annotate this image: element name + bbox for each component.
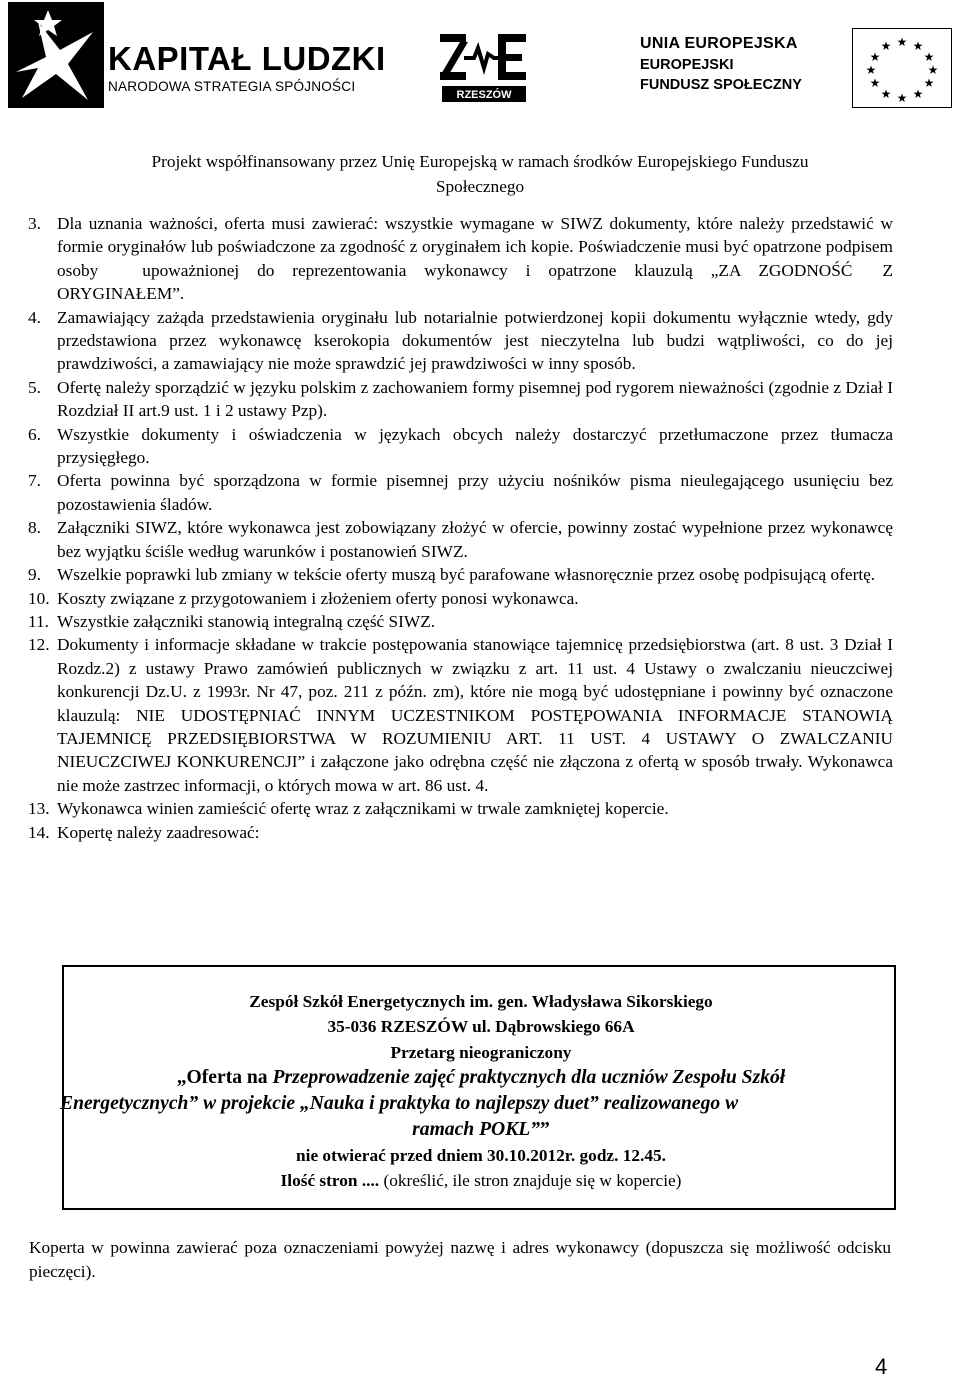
zse-emblem-icon [438, 32, 530, 104]
list-item-number: 8. [28, 518, 41, 538]
svg-text:★: ★ [912, 39, 924, 53]
list-item-number: 5. [28, 377, 41, 397]
list-item-8 [28, 516, 893, 563]
envelope-pokl-end: ” [540, 1118, 550, 1140]
ue-line2: EUROPEJSKI [640, 57, 734, 73]
svg-text:★: ★ [923, 76, 935, 90]
envelope-page-count-label: Ilość stron .... [280, 1171, 380, 1191]
list-item-5 [28, 376, 893, 423]
list-item-number: 12. [28, 635, 50, 655]
envelope-page-count-note: (określić, ile stron znajduje się w kopercie) [379, 1171, 682, 1191]
list-item-text-end: Z ORYGINAŁEM”. [57, 260, 893, 304]
zse-logo-text: RZESZÓW [456, 89, 512, 101]
list-item-3 [28, 212, 893, 306]
envelope-page-count [64, 1168, 898, 1193]
list-item-14 [28, 821, 893, 844]
svg-text:★: ★ [880, 39, 892, 53]
svg-text:★: ★ [896, 35, 908, 49]
project-line-2: Społecznego [435, 177, 525, 196]
project-cofinancing-note [40, 149, 920, 199]
eu-flag-icon [852, 28, 952, 108]
list-item-11 [28, 610, 893, 633]
list-item-text: Koszty związane z przygotowaniem i złożeniem oferty ponosi wykonawca. [57, 588, 579, 608]
envelope-offer-line [64, 1065, 898, 1091]
svg-text:★: ★ [865, 63, 877, 77]
list-item-number: 3. [28, 214, 41, 233]
list-item-6 [28, 423, 893, 470]
list-item-text: Wszystkie dokumenty i oświadczenia w językach obcych należy dostarczyć przetłumaczone przez tłumacza przysięgłego. [57, 424, 893, 468]
svg-text:★: ★ [880, 87, 892, 101]
zse-rzeszow-logo [438, 32, 530, 104]
list-item-number: 6. [28, 424, 41, 444]
kapital-ludzki-star-icon [8, 2, 108, 108]
list-item-text: Oferta powinna być sporządzona w formie pisemnej przy użyciu nośników pisma nieulegającego usunięciu bez pozostawienia śladów. [57, 471, 893, 514]
envelope-procedure: Przetarg nieograniczony [390, 1042, 572, 1062]
svg-text:★: ★ [896, 91, 908, 105]
list-item-number: 11. [28, 611, 49, 631]
list-item-7 [28, 469, 893, 516]
list-item-10 [28, 587, 893, 610]
requirements-list [28, 212, 893, 844]
list-item-text: Kopertę należy zaadresować: [57, 822, 260, 842]
list-item-number: 7. [28, 471, 41, 491]
kapital-ludzki-subtitle: NARODOWA STRATEGIA SPÓJNOŚCI [108, 79, 356, 94]
svg-text:★: ★ [927, 63, 939, 77]
list-item-text: Wszelkie poprawki lub zmiany w tekście oferty muszą być parafowane własnoręcznie przez osobę podpisującą ofertę. [57, 565, 876, 585]
list-item-12 [28, 633, 893, 797]
list-item-9 [28, 563, 893, 586]
list-item-text-cont: upoważnionej do reprezentowania wykonawcy i opatrzone klauzulą „ZA ZGODNOŚĆ [142, 260, 853, 280]
page-header [0, 0, 960, 196]
ue-line1: UNIA EUROPEJSKA [640, 35, 798, 52]
svg-text:★: ★ [869, 50, 881, 64]
list-item-4 [28, 306, 893, 376]
list-item-text: Załączniki SIWZ, które wykonawca jest zobowiązany złożyć w ofercie, powinny zostać wypełnione przez wykonawcę bez wyjątku ściśle według warunków i postanowień SIWZ. [57, 518, 893, 561]
kapital-ludzki-title: KAPITAŁ LUDZKI [108, 40, 386, 77]
list-item-number: 14. [28, 822, 50, 842]
list-item-text: Zamawiający zażąda przedstawienia oryginału lub notarialnie potwierdzonej kopii dokumentu wyłącznie wtedy, gdy przedstawiona przez wykonawcę kserokopia dokumentów jest nieczytelna lub budzi wątpliwości, co do jej prawdziwości, a zamawiający nie może sprawdzić jej prawdziwości w inny sposób. [57, 307, 893, 374]
envelope-offer-title: Przeprowadzenie zajęć praktycznych dla uczniów Zespołu Szkół [272, 1066, 786, 1088]
ue-line3: FUNDUSZ SPOŁECZNY [640, 77, 802, 93]
svg-text:★: ★ [912, 87, 924, 101]
project-line-1: Projekt współfinansowany przez Unię Europejską w ramach środków Europejskiego Funduszu [151, 152, 809, 171]
envelope-school-name: Zespół Szkół Energetycznych im. gen. Władysława Sikorskiego [249, 992, 713, 1011]
svg-text:★: ★ [869, 76, 881, 90]
list-item-text: Ofertę należy sporządzić w języku polskim z zachowaniem formy pisemnej pod rygorem nieważności (zgodnie z Dział I Rozdział II art.9 ust. 1 i 2 ustawy Pzp). [57, 377, 893, 421]
envelope-project-line: Energetycznych” w projekcie „Nauka i praktyka to najlepszy duet” realizowanego w [60, 1092, 739, 1114]
envelope-address: 35-036 RZESZÓW ul. Dąbrowskiego 66A [327, 1017, 635, 1037]
unia-europejska-logo [640, 28, 952, 108]
list-item-number: 13. [28, 799, 50, 819]
envelope-pokl-line [64, 1117, 898, 1143]
list-item-13 [28, 797, 893, 820]
page-number: 4 [875, 1354, 888, 1379]
envelope-open-date: nie otwierać przed dniem 30.10.2012r. godz. 12.45. [296, 1145, 666, 1165]
list-item-number: 10. [28, 588, 50, 608]
envelope-contents-note: Koperta w powinna zawierać poza oznaczeniami powyżej nazwę i adres wykonawcy (dopuszcza się możliwość odcisku pieczęci). [29, 1238, 891, 1281]
kapital-ludzki-logo [8, 2, 386, 108]
list-item-text: Wykonawca winien zamieścić ofertę wraz z załącznikami w trwale zamkniętej kopercie. [57, 799, 669, 819]
list-item-text: Dla uznania ważności, oferta musi zawierać: wszystkie wymagane w SIWZ dokumenty, które należy przedstawić w formie oryginałów lub poświadczone za zgodność z oryginałem ich kopie. Poświadczenie musi być opatrzone podpisem osoby [57, 214, 893, 280]
list-item-number: 4. [28, 307, 41, 327]
list-item-number: 9. [28, 565, 41, 585]
svg-text:★: ★ [923, 50, 935, 64]
list-item-text: Wszystkie załączniki stanowią integralną część SIWZ. [57, 611, 436, 631]
envelope-address-box [62, 965, 896, 1210]
envelope-pokl-text: ramach POKL” [412, 1118, 541, 1140]
list-item-text: Dokumenty i informacje składane w trakcie postępowania stanowiące tajemnicę przedsiębiorstwa (art. 8 ust. 3 Dział I Rozdz.2) z ustawy Prawo zamówień publicznych w związku z art. 11 ust. 4 Ustawy o zwalczaniu nieuczciwej konkurencji Dz.U. z 1993r. Nr 47, poz. 211 z późn. zm), które nie mogą być udostępniane i powinny być oznaczone klauzulą: NIE UDOSTĘPNIAĆ INNYM UCZESTNIKOM POSTĘPOWANIA INFORMACJE STANOWIĄ TAJEMNICĘ PRZEDSIĘBIORSTWA W ROZUMIENIU ART. 11 UST. 4 USTAWY O ZWALCZANIU NIEUCZCIWEJ KONKURENCJI” i załączone jako odrębna część nie złączona z ofertą w sposób trwały. Wykonawca nie może zastrzec informacji, o których mowa w art. 86 ust. 4. [57, 635, 893, 795]
envelope-offer-prefix: „Oferta na [176, 1066, 273, 1088]
